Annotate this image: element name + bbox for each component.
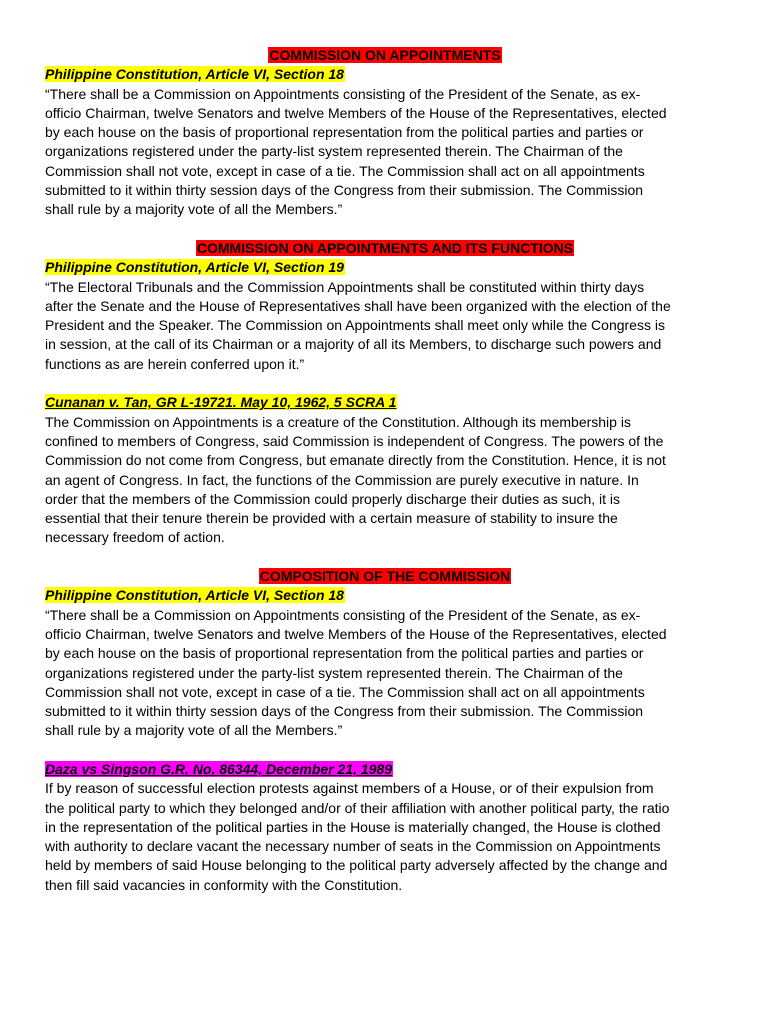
- heading-highlight: COMPOSITION OF THE COMMISSION: [259, 568, 511, 585]
- heading-highlight: COMMISSION ON APPOINTMENTS: [269, 47, 501, 63]
- citation: [45, 258, 725, 277]
- citation-highlight: Philippine Constitution, Article VI, Section 18: [45, 587, 344, 604]
- citation: [45, 65, 725, 84]
- heading-highlight: COMMISSION ON APPOINTMENTS AND ITS FUNCTIONS: [196, 239, 574, 256]
- section-cunanan-v-tan: [45, 393, 725, 547]
- citation-highlight: Philippine Constitution, Article VI, Section 18: [45, 66, 344, 83]
- section-heading: [45, 567, 725, 586]
- citation-highlight: Philippine Constitution, Article VI, Section 19: [45, 259, 344, 276]
- section-functions: [45, 239, 725, 374]
- case-highlight: Cunanan v. Tan, GR L-19721. May 10, 1962, 5 SCRA 1: [45, 394, 397, 411]
- section-commission-on-appointments: [45, 46, 725, 220]
- body-paragraph: “The Electoral Tribunals and the Commission Appointments shall be constituted within thirty days after the Senate and the House of Representatives shall have been organized with the election of the President and the Speaker. The Commission on Appointments shall meet only while the Congress is in session, at the call of its Chairman or a majority of all its Members, to discharge such powers and functions as are herein conferred upon it.”: [45, 278, 671, 372]
- body-paragraph: If by reason of successful election protests against members of a House, or of their expulsion from the political party to which they belonged and/or of their affiliation with another political party, the ratio in the representation of the political parties in the House is materially changed, the House is clothed with authority to declare vacant the necessary number of seats in the Commission on Appointments held by members of said House belonging to the political party adversely affected by the change and then fill said vacancies in conformity with the Constitution.: [45, 780, 670, 893]
- body-paragraph: “There shall be a Commission on Appointments consisting of the President of the Senate, as ex- officio Chairman, twelve Senators and twelve Members of the House of the Representatives, elected by each house on the basis of proportional representation from the political parties and parties or organizations registered under the party-list system represented therein. The Chairman of the Commission shall not vote, except in case of a tie. The Commission shall act on all appointments submitted to it within thirty session days of the Congress from their submission. The Commission shall rule by a majority vote of all the Members.”: [45, 85, 667, 218]
- case-citation: [45, 760, 725, 779]
- case-highlight: Daza vs Singson G.R. No. 86344, December 21, 1989: [45, 760, 393, 777]
- spacer: [45, 741, 725, 760]
- section-composition: [45, 567, 725, 741]
- case-citation: [45, 393, 725, 412]
- citation: [45, 586, 725, 605]
- spacer: [45, 220, 725, 239]
- body-paragraph: “There shall be a Commission on Appointments consisting of the President of the Senate, as ex- officio Chairman, twelve Senators and twelve Members of the House of the Representatives, elected by each house on the basis of proportional representation from the political parties and parties or organizations registered under the party-list system represented therein. The Chairman of the Commission shall not vote, except in case of a tie. The Commission shall act on all appointments submitted to it within thirty session days of the Congress from their submission. The Commission shall rule by a majority vote of all the Members.”: [45, 606, 667, 739]
- spacer: [45, 548, 725, 567]
- body-paragraph: The Commission on Appointments is a creature of the Constitution. Although its membership is confined to members of Congress, said Commission is independent of Congress. The powers of the Commission do not come from Congress, but emanate directly from the Constitution. Hence, it is not an agent of Congress. In fact, the functions of the Commission are purely executive in nature. In order that the members of the Commission could properly discharge their duties as such, it is essential that their tenure therein be provided with a certain measure of stability to insure the necessary freedom of action.: [45, 413, 666, 546]
- document-page: [45, 46, 725, 895]
- spacer: [45, 374, 725, 393]
- section-heading: [45, 46, 725, 65]
- section-daza-vs-singson: [45, 760, 725, 895]
- section-heading: [45, 239, 725, 258]
